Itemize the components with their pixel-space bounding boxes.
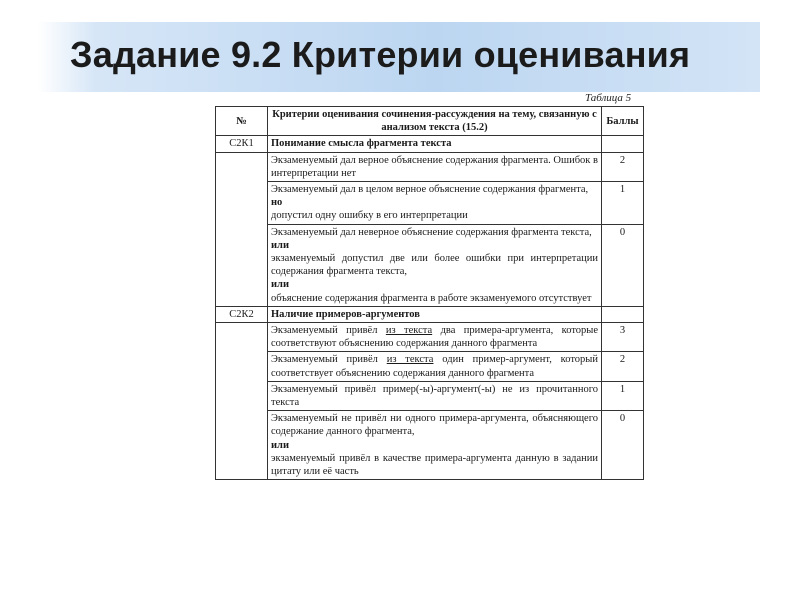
table-caption: Таблица 5 <box>585 92 632 104</box>
desc-connector: или <box>271 279 289 291</box>
row-description <box>268 323 602 352</box>
criterion-code: С2К2 <box>216 306 268 322</box>
code-spacer <box>216 323 268 480</box>
desc-connector: или <box>271 239 289 251</box>
criterion-name: Наличие примеров-аргументов <box>268 306 602 322</box>
table-row <box>216 411 644 480</box>
criterion-score-empty <box>602 306 644 322</box>
row-description <box>268 352 602 381</box>
desc-part: экзаменуемый допустил две или более ошибки при интерпретации содержания фрагмента текста, <box>271 253 598 278</box>
table-header-row <box>216 107 644 136</box>
desc-part: объяснение содержания фрагмента в работе экзаменуемого отсутствует <box>271 292 592 304</box>
table-row <box>216 224 644 306</box>
desc-underlined: из текста <box>386 354 434 366</box>
row-score: 1 <box>602 182 644 225</box>
table-row <box>216 352 644 381</box>
slide-title: Задание 9.2 Критерии оценивания <box>70 34 691 75</box>
header-score: Баллы <box>602 107 644 136</box>
desc-part: Экзаменуемый дал в целом верное объяснение содержания фрагмента, <box>271 184 589 196</box>
desc-part: Экзаменуемый дал неверное объяснение содержания фрагмента текста, <box>271 226 592 238</box>
table-row <box>216 182 644 225</box>
table-row <box>216 381 644 410</box>
criterion-name: Понимание смысла фрагмента текста <box>268 136 602 152</box>
desc-underlined: из текста <box>385 325 433 337</box>
desc-part: Экзаменуемый не привёл ни одного примера-аргумента, объясняющего содержание данного фрагмента, <box>271 413 598 438</box>
header-number: № <box>216 107 268 136</box>
row-description <box>268 182 602 225</box>
desc-part: один пример-аргумент, который соответствует объяснению содержания данного фрагмента <box>271 354 598 379</box>
desc-part: два примера-аргумента, которые соответствуют объяснению содержания данного фрагмента <box>271 325 598 350</box>
table-row <box>216 152 644 181</box>
code-spacer <box>216 152 268 306</box>
criterion-row-k1 <box>216 136 644 152</box>
row-description: Экзаменуемый привёл пример(-ы)-аргумент(-ы) не из прочитанного текста <box>268 381 602 410</box>
row-description: Экзаменуемый дал верное объяснение содержания фрагмента. Ошибок в интерпретации нет <box>268 152 602 181</box>
desc-connector: но <box>271 197 283 209</box>
criterion-row-k2 <box>216 306 644 322</box>
row-score: 3 <box>602 323 644 352</box>
row-score: 0 <box>602 411 644 480</box>
desc-connector: или <box>271 439 289 451</box>
criteria-table <box>215 106 644 480</box>
row-description <box>268 224 602 306</box>
row-description <box>268 411 602 480</box>
row-score: 1 <box>602 381 644 410</box>
row-score: 0 <box>602 224 644 306</box>
desc-part: экзаменуемый привёл в качестве примера-аргумента данную в задании цитату или её часть <box>271 452 598 478</box>
row-score: 2 <box>602 352 644 381</box>
table-row <box>216 323 644 352</box>
desc-part: допустил одну ошибку в его интерпретации <box>271 210 468 222</box>
desc-part: Экзаменуемый привёл <box>271 325 378 337</box>
criterion-score-empty <box>602 136 644 152</box>
criterion-code: С2К1 <box>216 136 268 152</box>
header-criteria: Критерии оценивания сочинения-рассуждения на тему, связанную с анализом текста (15.2) <box>268 107 602 136</box>
row-score: 2 <box>602 152 644 181</box>
desc-part: Экзаменуемый привёл <box>271 354 378 366</box>
